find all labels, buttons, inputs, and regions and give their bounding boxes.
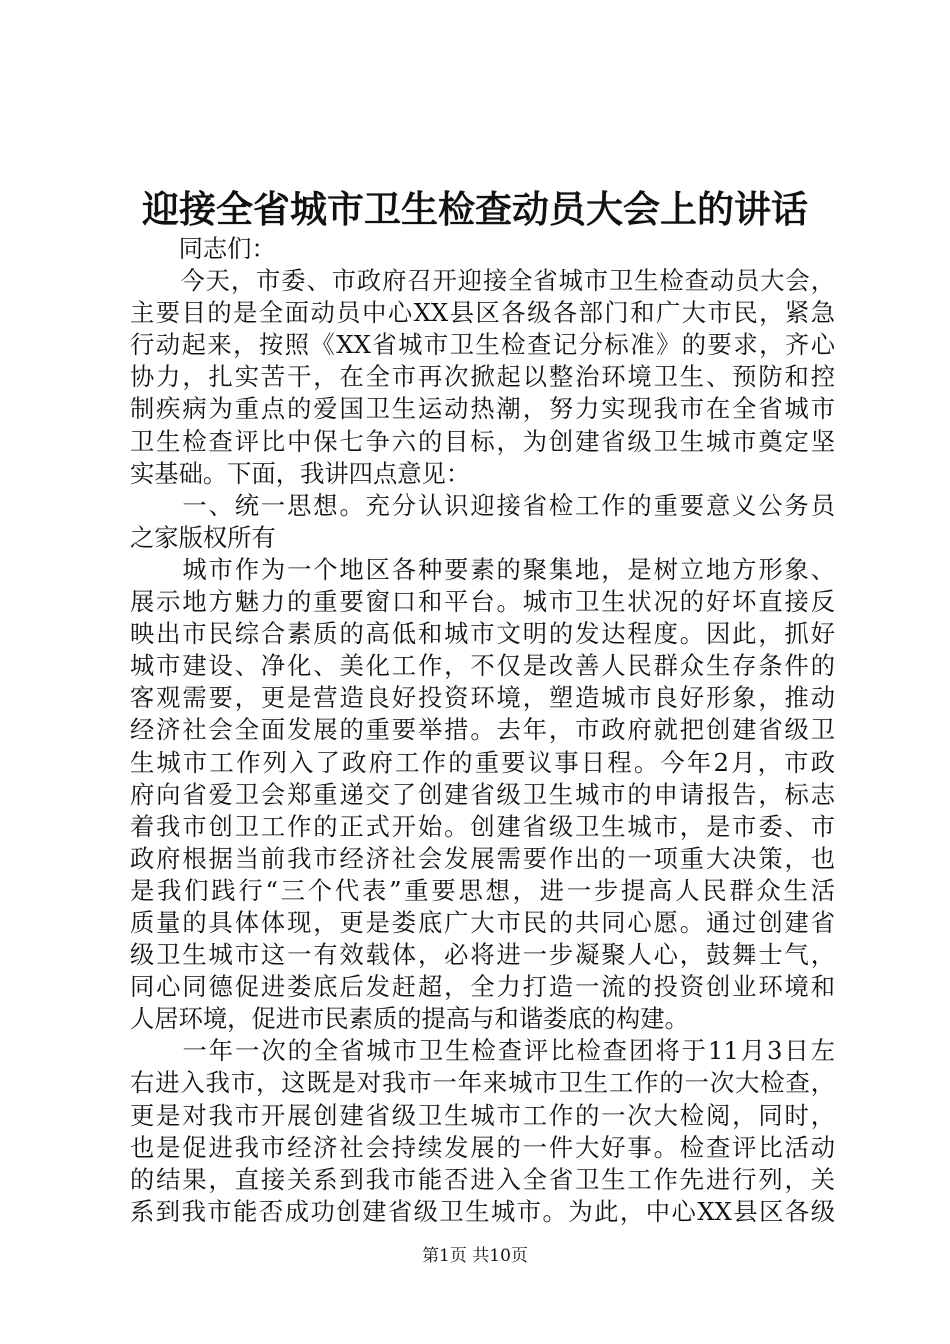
body-line: 协力，扎实苦干，在全市再次掀起以整治环境卫生、预防和控 (130, 362, 835, 392)
body-line: 客观需要，更是营造良好投资环境，塑造城市良好形象，推动 (130, 683, 835, 713)
body-line: 质量的具体体现，更是娄底广大市民的共同心愿。通过创建省 (130, 907, 835, 937)
body-line: 也是促进我市经济社会持续发展的一件大好事。检查评比活动 (130, 1132, 835, 1162)
body-line: 生城市工作列入了政府工作的重要议事日程。今年2月，市政 (130, 747, 835, 777)
body-line: 的结果，直接关系到我市能否进入全省卫生工作先进行列，关 (130, 1164, 835, 1194)
body-line: 同志们： (130, 234, 276, 263)
body-line: 卫生检查评比中保七争六的目标，为创建省级卫生城市奠定坚 (130, 426, 835, 456)
body-line: 更是对我市开展创建省级卫生城市工作的一次大检阅，同时， (130, 1100, 835, 1130)
body-line: 主要目的是全面动员中心XX县区各级各部门和广大市民，紧急 (130, 298, 835, 328)
body-line: 实基础。下面，我讲四点意见： (130, 458, 471, 488)
body-line: 同心同德促进娄底后发赶超，全力打造一流的投资创业环境和 (130, 972, 835, 1002)
document-body (130, 233, 835, 1228)
body-line: 展示地方魅力的重要窗口和平台。城市卫生状况的好坏直接反 (130, 587, 835, 617)
page-number-footer: 第1页 共10页 (422, 1246, 528, 1266)
body-line: 着我市创卫工作的正式开始。创建省级卫生城市，是市委、市 (130, 811, 835, 841)
body-line: 右进入我市，这既是对我市一年来城市卫生工作的一次大检查， (130, 1068, 835, 1098)
body-line: 城市作为一个地区各种要素的聚集地，是树立地方形象、 (130, 554, 835, 584)
body-line: 级卫生城市这一有效载体，必将进一步凝聚人心，鼓舞士气， (130, 940, 835, 970)
body-line: 一、统一思想。充分认识迎接省检工作的重要意义公务员 (130, 490, 835, 520)
document-title: 迎接全省城市卫生检查动员大会上的讲话 (142, 187, 808, 231)
body-line: 是我们践行“三个代表”重要思想，进一步提高人民群众生活 (130, 875, 835, 905)
body-line: 之家版权所有 (130, 522, 276, 552)
body-line: 城市建设、净化、美化工作，不仅是改善人民群众生存条件的 (130, 651, 835, 681)
body-line: 人居环境，促进市民素质的提高与和谐娄底的构建。 (130, 1004, 689, 1034)
body-line: 府向省爱卫会郑重递交了创建省级卫生城市的申请报告，标志 (130, 779, 835, 809)
body-line: 一年一次的全省城市卫生检查评比检查团将于11月3日左 (130, 1036, 835, 1066)
body-line: 制疾病为重点的爱国卫生运动热潮，努力实现我市在全省城市 (130, 394, 835, 424)
body-line: 经济社会全面发展的重要举措。去年，市政府就把创建省级卫 (130, 715, 835, 745)
body-line: 系到我市能否成功创建省级卫生城市。为此，中心XX县区各级 (130, 1196, 835, 1226)
body-line: 映出市民综合素质的高低和城市文明的发达程度。因此，抓好 (130, 619, 835, 649)
body-line: 今天，市委、市政府召开迎接全省城市卫生检查动员大会， (130, 266, 835, 296)
body-line: 行动起来，按照《XX省城市卫生检查记分标准》的要求，齐心 (130, 330, 835, 360)
body-line: 政府根据当前我市经济社会发展需要作出的一项重大决策，也 (130, 843, 835, 873)
